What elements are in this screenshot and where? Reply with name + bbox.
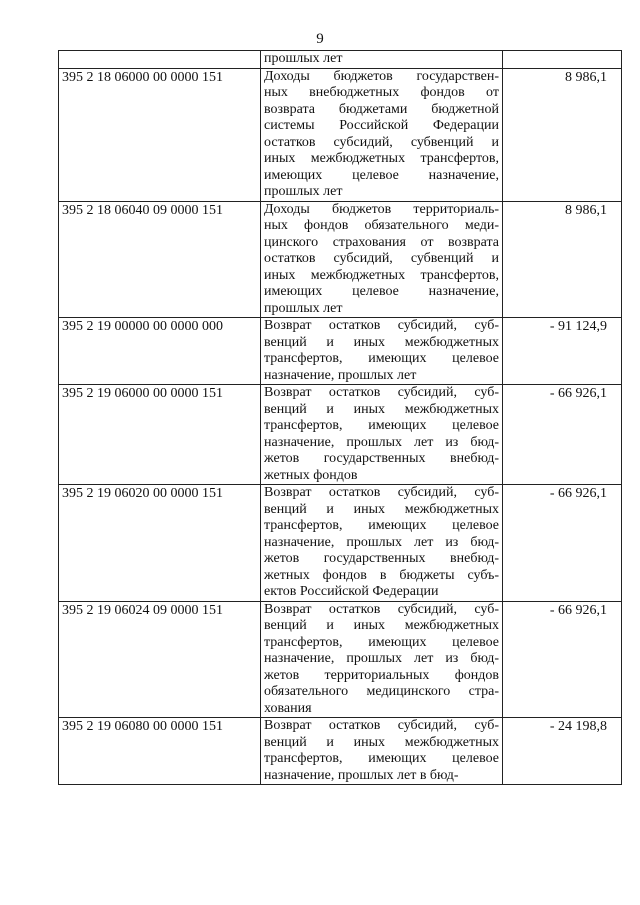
name-line: обязательного медицинского стра- [264,684,499,699]
table-row [59,318,622,385]
table-body [59,51,622,785]
amount-cell: - 91 124,9 [503,318,622,385]
name-line: цинского страхования от возврата [264,234,499,250]
budget-classification-table [58,50,622,785]
name-line: венций и иных межбюджетных [264,734,499,750]
name-line: Возврат остатков субсидий, суб- [264,718,499,733]
name-line: венций и иных межбюджетных [264,618,499,633]
name-line: трансфертов, имеющих целевое [264,751,499,766]
name-cell [261,485,503,602]
name-line: системы Российской Федерации [264,118,499,133]
name-line: возврата бюджетами бюджетной [264,101,499,117]
table-row [59,601,622,718]
table-row [59,68,622,201]
amount-cell: 8 986,1 [503,201,622,318]
amount-cell: 8 986,1 [503,68,622,201]
name-line: Возврат остатков субсидий, суб- [264,601,499,617]
name-line: Доходы бюджетов государствен- [264,68,499,84]
code-cell: 395 2 18 06040 09 0000 151 [59,201,261,318]
page-number: 9 [316,31,324,47]
table-row [59,51,622,69]
name-line: назначение, прошлых лет из бюд- [264,434,499,450]
name-line: хования [264,700,312,716]
name-line: трансфертов, имеющих целевое [264,634,499,650]
name-line: ных фондов обязательного меди- [264,218,499,233]
code-cell: 395 2 19 06024 09 0000 151 [59,601,261,718]
amount-cell: - 24 198,8 [503,718,622,785]
name-line: иных межбюджетных трансфертов, [264,151,499,166]
name-line: Возврат остатков субсидий, суб- [264,318,499,333]
name-cell [261,201,503,318]
amount-cell [503,51,622,69]
name-line: трансфертов, имеющих целевое [264,518,499,533]
name-line: остатков субсидий, субвенций и [264,251,499,266]
code-cell: 395 2 19 00000 00 0000 000 [59,318,261,385]
name-line: Возврат остатков субсидий, суб- [264,485,499,500]
name-line: венций и иных межбюджетных [264,401,499,417]
name-line: жетных фондов в бюджеты субъ- [264,567,499,583]
name-line: жетов государственных внебюд- [264,551,499,566]
amount-cell: - 66 926,1 [503,385,622,485]
code-cell: 395 2 19 06080 00 0000 151 [59,718,261,785]
name-line: назначение, прошлых лет [264,367,417,383]
name-line: имеющих целевое назначение, [264,167,499,183]
table-row [59,385,622,485]
name-cell [261,318,503,385]
name-line: ектов Российской Федерации [264,584,439,599]
name-line: имеющих целевое назначение, [264,284,499,299]
name-line: ных внебюджетных фондов от [264,85,499,100]
name-line: иных межбюджетных трансфертов, [264,267,499,283]
name-line: прошлых лет [264,51,343,66]
name-cell [261,601,503,718]
table-row [59,485,622,602]
name-line: жетных фондов [264,467,358,483]
name-line: жетов территориальных фондов [264,667,499,683]
amount-cell: - 66 926,1 [503,601,622,718]
name-line: трансфертов, имеющих целевое [264,351,499,366]
name-line: остатков субсидий, субвенций и [264,134,499,150]
name-cell [261,718,503,785]
table-row [59,201,622,318]
code-cell: 395 2 19 06000 00 0000 151 [59,385,261,485]
code-cell [59,51,261,69]
name-line: Доходы бюджетов территориаль- [264,201,499,217]
code-cell: 395 2 19 06020 00 0000 151 [59,485,261,602]
name-line: Возврат остатков субсидий, суб- [264,385,499,400]
name-cell [261,51,503,69]
name-line: назначение, прошлых лет в бюд- [264,767,459,783]
code-cell: 395 2 18 06000 00 0000 151 [59,68,261,201]
name-line: назначение, прошлых лет из бюд- [264,651,499,666]
table-row [59,718,622,785]
name-line: прошлых лет [264,300,343,316]
name-line: прошлых лет [264,184,343,199]
name-line: венций и иных межбюджетных [264,334,499,350]
name-line: назначение, прошлых лет из бюд- [264,534,499,550]
name-cell [261,68,503,201]
name-line: трансфертов, имеющих целевое [264,418,499,433]
name-line: жетов государственных внебюд- [264,451,499,466]
name-line: венций и иных межбюджетных [264,501,499,517]
amount-cell: - 66 926,1 [503,485,622,602]
name-cell [261,385,503,485]
